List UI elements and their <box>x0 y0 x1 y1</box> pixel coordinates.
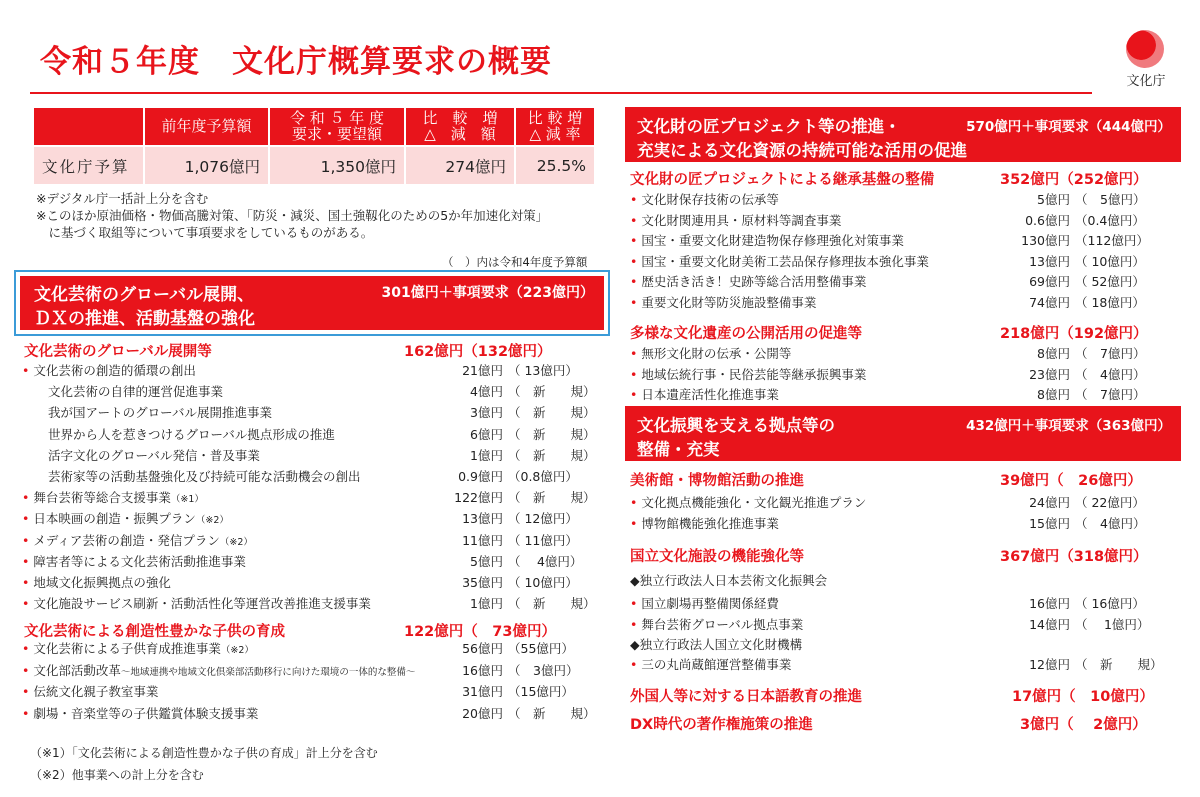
unit-note: （ ）内は令和4年度予算額 <box>442 255 588 269</box>
line-item-label <box>630 514 779 534</box>
line-item-amount: 13億円 <box>1029 253 1070 269</box>
line-item <box>22 639 574 659</box>
line-item <box>630 272 1145 292</box>
subsection-amount: 367億円（318億円） <box>1000 549 1148 565</box>
line-item-previous: （ 新 規） <box>508 447 596 463</box>
line-item-label <box>48 382 223 402</box>
right-block-header-2 <box>625 406 1181 461</box>
line-item-previous: （ 4億円） <box>508 553 583 569</box>
line-item-amount: 13億円 <box>462 511 503 527</box>
line-item-amount: 14億円 <box>1029 617 1070 632</box>
line-item-amount: 21億円 <box>462 363 503 378</box>
line-item-amount: 8億円 <box>1037 346 1070 361</box>
line-item-previous: （ 16億円） <box>1075 596 1145 611</box>
summary-value: 1,350億円 <box>269 146 405 184</box>
line-item-text: 舞台芸術グローバル拠点事業 <box>641 617 804 632</box>
block-title-line2: 整備・充実 <box>637 440 720 459</box>
footnote: （※2）他事業への計上分を含む <box>30 768 204 782</box>
line-item <box>630 252 1145 272</box>
line-item-label <box>630 293 816 313</box>
line-item <box>22 488 596 508</box>
bullet-icon: • <box>630 495 638 510</box>
logo-mark-icon <box>1126 30 1164 68</box>
line-item <box>22 403 596 423</box>
line-item-label <box>22 682 158 702</box>
subsection-title <box>630 545 1148 566</box>
line-item-note: （※1） <box>170 494 204 506</box>
line-item-amount: 130億円 <box>1021 233 1070 249</box>
subsection-title-text: 文化財の匠プロジェクトによる継承基盤の整備 <box>630 172 935 188</box>
line-item-label <box>22 594 371 614</box>
line-item-text: 地域文化振興拠点の強化 <box>33 575 171 590</box>
line-item-label <box>22 488 204 510</box>
line-item-text: 歴史活き活き！史跡等総合活用整備事業 <box>641 274 867 290</box>
line-item <box>630 190 1146 210</box>
bullet-icon: • <box>630 366 638 382</box>
bullet-icon: • <box>630 212 638 228</box>
line-item-amount: 6億円 <box>470 426 503 442</box>
line-item-text: 国宝・重要文化財建造物保存修理強化対策事業 <box>641 233 904 249</box>
line-item-previous: （ 新 規） <box>508 405 596 421</box>
line-item-note: （※2） <box>219 536 253 548</box>
bullet-icon: • <box>22 511 30 527</box>
line-item-text: 国宝・重要文化財美術工芸品保存修理抜本強化事業 <box>641 253 929 269</box>
line-item <box>22 704 596 724</box>
subsection-amount: 162億円（132億円） <box>404 344 552 360</box>
subsection-title-text: 外国人等に対する日本語教育の推進 <box>630 689 862 705</box>
line-item-text: 我が国アートのグローバル展開推進事業 <box>48 405 273 421</box>
line-item <box>22 661 579 681</box>
block-title-line2: 充実による文化資源の持続可能な活用の促進 <box>637 141 967 160</box>
line-item-text: 日本映画の創造・振興プラン <box>33 511 196 527</box>
subsection-title-text: 美術館・博物館活動の推進 <box>630 473 804 489</box>
subsection-title-text: 文化芸術による創造性豊かな子供の育成 <box>24 624 285 640</box>
line-item-label <box>22 661 415 683</box>
line-item-previous: （ 新 規） <box>508 596 596 612</box>
line-item-previous: （112億円） <box>1075 233 1149 249</box>
line-item <box>22 531 578 551</box>
line-item-text: 活字文化のグローバル発信・普及事業 <box>48 447 260 463</box>
bullet-icon: • <box>630 253 638 269</box>
line-item-label <box>630 655 791 675</box>
subsection-amount: 218億円（192億円） <box>1000 326 1148 342</box>
line-item-amount: 5億円 <box>1037 192 1070 207</box>
left-header-band <box>20 276 604 330</box>
line-item-previous: （ 新 規） <box>1075 657 1163 672</box>
bullet-icon: • <box>22 684 30 699</box>
subsection-title-text: 文化芸術のグローバル展開等 <box>24 344 212 360</box>
notes <box>36 190 548 241</box>
bullet-icon: • <box>22 553 30 569</box>
line-item-note: ～地域連携や地域文化倶楽部活動移行に向けた環境の一体的な整備～ <box>120 666 416 678</box>
line-item-label <box>48 467 361 487</box>
block-title-line1: 文化財の匠プロジェクト等の推進・ <box>637 117 901 136</box>
line-item-text: 世界から人を惹きつけるグローバル拠点形成の推進 <box>48 426 335 442</box>
line-item-note: （※2） <box>220 645 254 656</box>
subsection-amount: 122億円（ 73億円） <box>404 624 556 640</box>
line-item-amount: 74億円 <box>1029 295 1070 310</box>
line-item-previous: （ 1億円） <box>1075 617 1150 632</box>
bullet-icon: • <box>22 575 30 590</box>
subsection-title <box>24 340 552 361</box>
bullet-icon: • <box>630 295 638 310</box>
line-item-label <box>630 211 841 231</box>
line-item-amount: 35億円 <box>462 575 503 590</box>
line-item-note: （※2） <box>195 515 229 527</box>
bullet-icon: • <box>630 346 638 361</box>
line-item-amount: 0.6億円 <box>1025 212 1070 228</box>
line-item <box>630 615 1150 635</box>
subsection-amount: 17億円（ 10億円） <box>1012 689 1154 705</box>
line-item <box>22 594 596 614</box>
line-item-amount: 12億円 <box>1029 657 1070 672</box>
bullet-icon: • <box>22 705 30 721</box>
line-item-label <box>22 573 171 593</box>
summary-header-request: 令 和 ５ 年 度 要求・要望額 <box>269 108 405 146</box>
subsection-title <box>630 168 1148 189</box>
line-item-label <box>630 231 904 251</box>
line-item-text: メディア芸術の創造・発信プラン <box>33 532 220 548</box>
line-item-label <box>22 704 258 724</box>
line-item-previous: （ 11億円） <box>508 532 578 548</box>
line-item-previous: （ 新 規） <box>508 426 596 442</box>
line-item-previous: （0.4億円） <box>1075 212 1145 228</box>
line-item-previous: （ 5億円） <box>1075 192 1146 207</box>
subsection-title <box>630 685 1154 706</box>
line-item-text: 文化拠点機能強化・文化観光推進プラン <box>641 495 867 510</box>
line-item-previous: （ 10億円） <box>1075 253 1145 269</box>
line-item-previous: （ 3億円） <box>508 662 579 678</box>
line-item-text: 無形文化財の伝承・公開等 <box>641 346 792 361</box>
line-item <box>22 467 578 487</box>
subsection-title-text: DX時代の著作権施策の推進 <box>630 717 813 733</box>
line-item-text: 三の丸尚蔵館運営整備事業 <box>641 657 792 672</box>
block-title-line1: 文化振興を支える拠点等の <box>637 416 835 435</box>
line-item-previous: （ 新 規） <box>508 490 596 506</box>
subsection-title <box>630 322 1148 343</box>
summary-header-blank <box>34 108 144 146</box>
line-item-amount: 0.9億円 <box>458 469 503 484</box>
line-item-previous: （0.8億円） <box>508 469 578 484</box>
title-divider <box>30 92 1092 94</box>
line-item-previous: （ 18億円） <box>1075 295 1145 310</box>
line-item <box>22 382 596 402</box>
line-item-label <box>48 425 335 445</box>
line-item-text: 地域伝統行事・民俗芸能等継承振興事業 <box>641 366 867 382</box>
subsection-amount: 352億円（252億円） <box>1000 172 1148 188</box>
line-item-text: 舞台芸術等総合支援事業 <box>33 490 171 506</box>
line-item-previous: （ 7億円） <box>1075 387 1146 403</box>
note-line: に基づく取組等について事項要求をしているものがある。 <box>36 225 374 240</box>
line-item-label <box>630 493 866 513</box>
line-item-amount: 56億円 <box>462 641 503 656</box>
line-item-label <box>630 365 866 385</box>
note-line: ※デジタル庁一括計上分を含む <box>36 191 209 206</box>
line-item-text: 伝統文化親子教室事業 <box>33 684 159 699</box>
bullet-icon: • <box>22 641 30 656</box>
line-item-label <box>22 361 196 381</box>
summary-header-prev: 前年度予算額 <box>144 108 269 146</box>
line-item-label <box>630 594 779 614</box>
org-title: ◆独立行政法人国立文化財機構 <box>630 637 803 652</box>
line-item-previous: （15億円） <box>508 684 574 699</box>
line-item-text: 文化施設サービス刷新・活動活性化等運営改善推進支援事業 <box>33 596 371 612</box>
bullet-icon: • <box>22 596 30 612</box>
left-header-line1: 文化芸術のグローバル展開、 <box>34 285 255 305</box>
line-item-label <box>22 552 246 572</box>
block-amount: 432億円＋事項要求（363億円） <box>966 418 1171 434</box>
bullet-icon: • <box>630 274 638 290</box>
line-item <box>630 655 1163 675</box>
line-item-label <box>630 252 929 272</box>
left-header-amount: 301億円＋事項要求（223億円） <box>381 285 594 301</box>
line-item-previous: （ 4億円） <box>1075 366 1146 382</box>
line-item-text: 文化芸術の創造的循環の創出 <box>33 363 196 378</box>
subsection-amount: 39億円（ 26億円） <box>1000 473 1142 489</box>
left-header-line2: ＤＸの推進、活動基盤の強化 <box>34 309 255 329</box>
line-item <box>630 211 1145 231</box>
line-item-previous: （ 新 規） <box>508 384 596 400</box>
line-item-previous: （ 52億円） <box>1075 274 1145 290</box>
line-item-amount: 24億円 <box>1029 495 1070 510</box>
summary-header-diff: 比 較 増 △ 減 額 <box>405 108 515 146</box>
line-item-previous: （ 13億円） <box>508 363 578 378</box>
bullet-icon: • <box>22 490 30 506</box>
bullet-icon: • <box>22 363 30 378</box>
subsection-title <box>630 469 1142 490</box>
line-item <box>22 552 583 572</box>
footnote: （※1）「文化芸術による創造性豊かな子供の育成」計上分を含む <box>30 746 378 760</box>
line-item <box>630 493 1145 513</box>
line-item-amount: 69億円 <box>1029 274 1070 290</box>
line-item-label <box>48 446 260 466</box>
bullet-icon: • <box>630 233 638 249</box>
summary-value: 274億円 <box>405 146 515 184</box>
line-item-previous: （ 7億円） <box>1075 346 1146 361</box>
line-item-amount: 11億円 <box>462 532 503 548</box>
line-item <box>22 425 596 445</box>
summary-header-rate: 比 較 増 △ 減 率 <box>515 108 594 146</box>
line-item <box>630 344 1146 364</box>
line-item <box>22 446 596 466</box>
line-item-text: 重要文化財等防災施設整備事業 <box>641 295 817 310</box>
line-item <box>22 509 578 529</box>
line-item-amount: 15億円 <box>1029 515 1070 531</box>
line-item-amount: 122億円 <box>454 490 503 506</box>
line-item-text: 劇場・音楽堂等の子供鑑賞体験支援事業 <box>33 705 259 721</box>
line-item-amount: 20億円 <box>462 705 503 721</box>
line-item-previous: （ 10億円） <box>508 575 578 590</box>
org-title: ◆独立行政法人日本芸術文化振興会 <box>630 573 828 588</box>
line-item-label <box>22 639 254 661</box>
line-item-text: 文化部活動改革 <box>33 662 121 678</box>
block-amount: 570億円＋事項要求（444億円） <box>966 119 1171 135</box>
line-item-amount: 1億円 <box>470 596 503 612</box>
line-item-amount: 3億円 <box>470 405 503 421</box>
line-item-label <box>48 403 272 423</box>
line-item-previous: （ 12億円） <box>508 511 578 527</box>
subsection-title <box>630 713 1147 734</box>
bullet-icon: • <box>22 532 30 548</box>
bullet-icon: • <box>630 617 638 632</box>
page-title: 令和５年度 文化庁概算要求の概要 <box>40 44 552 80</box>
line-item-amount: 8億円 <box>1037 387 1070 403</box>
line-item <box>630 293 1145 313</box>
bullet-icon: • <box>630 387 638 403</box>
line-item-amount: 1億円 <box>470 447 503 463</box>
line-item <box>22 361 578 381</box>
right-block-header-1 <box>625 107 1181 162</box>
line-item <box>630 385 1146 405</box>
line-item-previous: （ 22億円） <box>1075 495 1145 510</box>
line-item-text: 芸術家等の活動基盤強化及び持続可能な活動機会の創出 <box>48 469 361 484</box>
agency-logo <box>1110 30 1182 90</box>
line-item <box>630 514 1146 534</box>
summary-row-label: 文化庁予算 <box>34 146 144 184</box>
line-item-label <box>630 344 791 364</box>
line-item-amount: 4億円 <box>470 384 503 400</box>
line-item-label <box>22 531 253 553</box>
bullet-icon: • <box>630 515 638 531</box>
line-item-text: 文化芸術による子供育成推進事業 <box>33 641 221 656</box>
line-item-text: 国立劇場再整備関係経費 <box>641 596 779 611</box>
bullet-icon: • <box>630 596 638 611</box>
subsection-title <box>24 620 556 641</box>
line-item-amount: 16億円 <box>462 662 503 678</box>
line-item-previous: （55億円） <box>508 641 574 656</box>
line-item-amount: 16億円 <box>1029 596 1070 611</box>
line-item-label <box>630 615 803 635</box>
line-item-amount: 31億円 <box>462 684 503 699</box>
subsection-amount: 3億円（ 2億円） <box>1020 717 1147 733</box>
note-line: ※このほか原油価格・物価高騰対策、「防災・減災、国土強靱化のための5か年加速化対策」 <box>36 208 549 223</box>
line-item-label <box>630 190 779 210</box>
summary-value: 1,076億円 <box>144 146 269 184</box>
line-item-amount: 5億円 <box>470 553 503 569</box>
line-item <box>630 594 1145 614</box>
line-item-text: 博物館機能強化推進事業 <box>641 515 779 531</box>
line-item-amount: 23億円 <box>1029 366 1070 382</box>
line-item <box>22 682 574 702</box>
bullet-icon: • <box>22 662 30 678</box>
line-item-label <box>630 272 866 292</box>
summary-value: 25.5% <box>515 146 594 184</box>
line-item-text: 文化財保存技術の伝承等 <box>641 192 779 207</box>
line-item <box>630 365 1146 385</box>
line-item-previous: （ 4億円） <box>1075 515 1146 531</box>
subsection-title-text: 国立文化施設の機能強化等 <box>630 549 804 565</box>
line-item-label <box>22 509 229 531</box>
line-item-text: 文化財関連用具・原材料等調査事業 <box>641 212 842 228</box>
line-item-text: 日本遺産活性化推進事業 <box>641 387 779 403</box>
summary-table <box>34 108 594 184</box>
logo-text: 文化庁 <box>1126 74 1166 89</box>
line-item <box>630 231 1149 251</box>
line-item-previous: （ 新 規） <box>508 705 596 721</box>
bullet-icon: • <box>630 657 638 672</box>
left-section-header <box>14 270 610 336</box>
line-item-text: 文化芸術の自律的運営促進事業 <box>48 384 224 400</box>
line-item <box>22 573 578 593</box>
line-item-text: 障害者等による文化芸術活動推進事業 <box>33 553 246 569</box>
bullet-icon: • <box>630 192 638 207</box>
subsection-title-text: 多様な文化遺産の公開活用の促進等 <box>630 326 862 342</box>
line-item-label <box>630 385 779 405</box>
